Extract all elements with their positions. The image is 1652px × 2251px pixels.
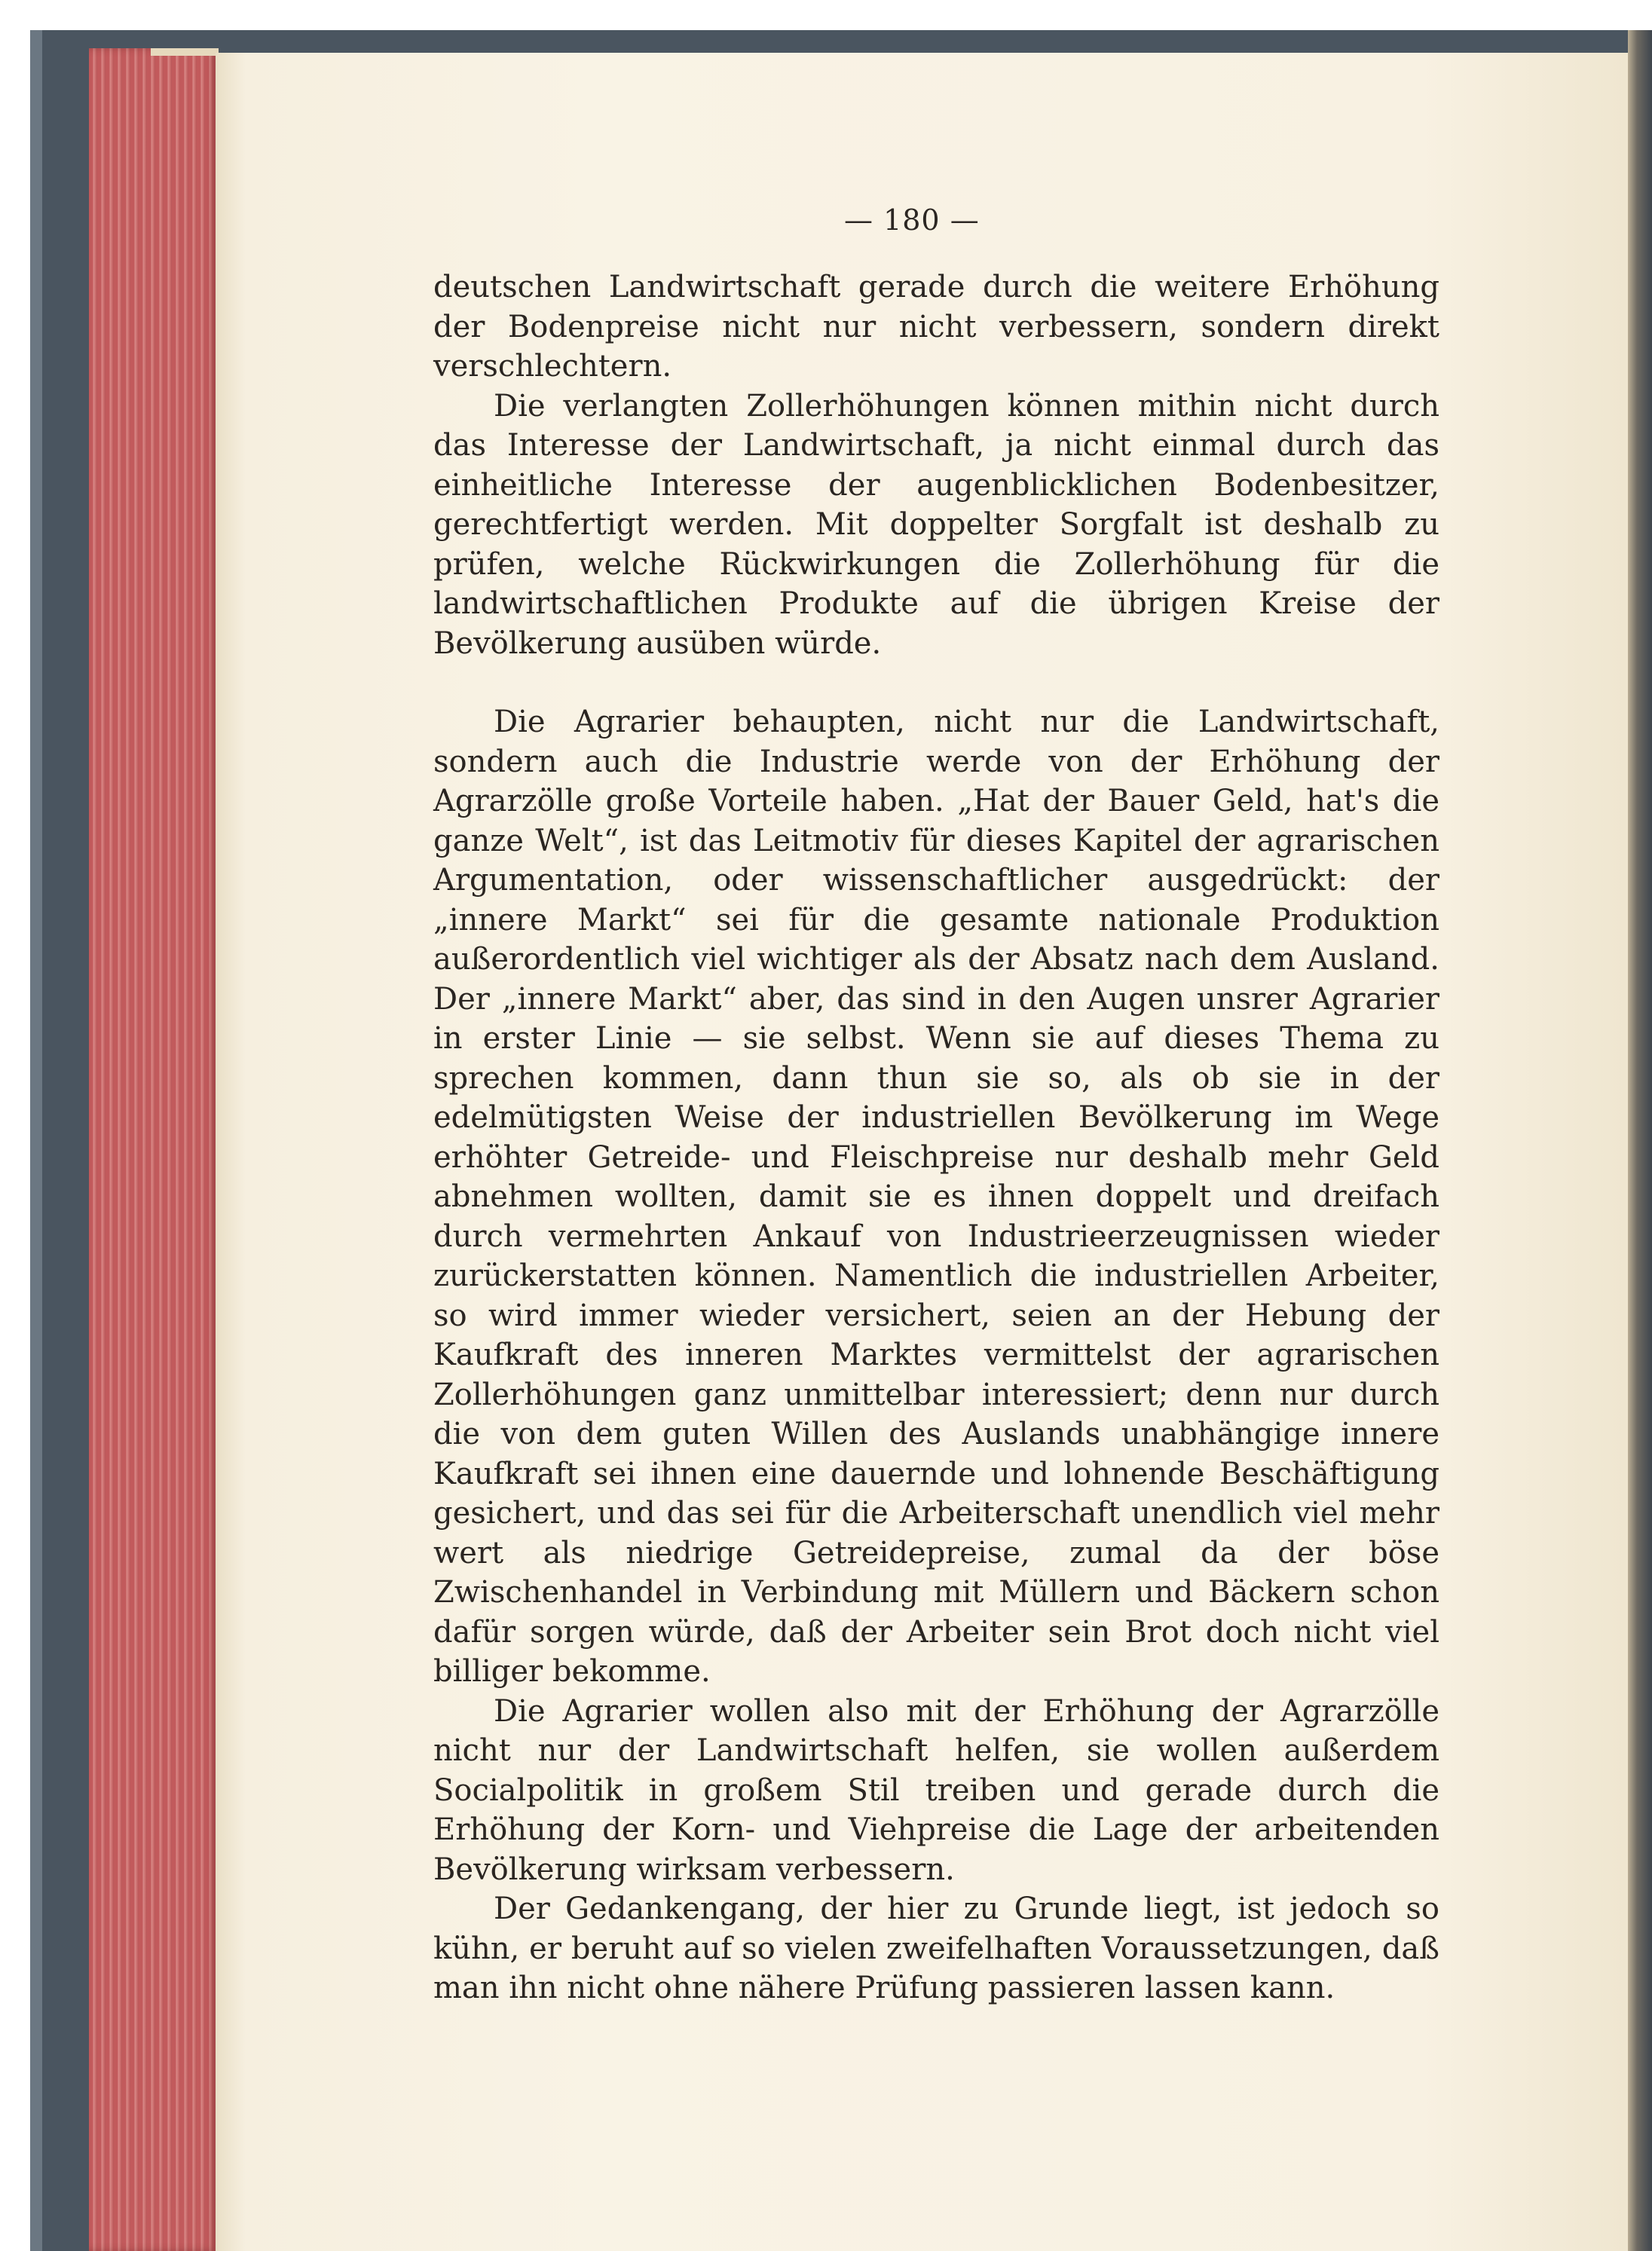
paragraph-4: Die Agrarier wollen also mit der Erhöhung der Agrarzölle nicht nur der Landwirtschaft helfen, sie wollen außerdem Socialpolitik in großem Stil treiben und gerade durch die Erhöhung der Korn- und Viehpreise die Lage der arbeitenden Bevölkerung wirksam verbessern. <box>433 1693 1439 1887</box>
paragraph-3: Die Agrarier behaupten, nicht nur die Landwirtschaft, sondern auch die Industrie werde von der Erhöhung der Agrarzölle große Vorteile haben. „Hat der Bauer Geld, hat's die ganze Welt“, ist das Leitmotiv für dieses Kapitel der agrarischen Argumentation, oder wissenschaftlicher ausgedrückt: der „innere Markt“ sei für die gesamte nationale Produktion außerordentlich viel wichtiger als der Absatz nach dem Ausland. Der „innere Markt“ aber, das sind in den Augen unsrer Agrarier in erster Linie — sie selbst. Wenn sie auf dieses Thema zu sprechen kommen, dann thun sie so, als ob sie in der edelmütigsten Weise der industriellen Bevölkerung im Wege erhöhter Getreide- und Fleischpreise nur deshalb mehr Geld abnehmen wollten, damit sie es ihnen doppelt und dreifach durch vermehrten Ankauf von Industrieerzeugnissen wieder zurückerstatten können. Namentlich die industriellen Arbeiter, so wird immer wieder versichert, seien an der Hebung der Kaufkraft des inneren Marktes vermittelst der agrarischen Zollerhöhungen ganz unmittelbar interessiert; denn nur durch die von dem guten Willen des Auslands unabhängige innere Kaufkraft sei ihnen eine dauernde und lohnende Beschäftigung gesichert, und das sei für die Arbeiterschaft unendlich viel mehr wert als niedrige Getreidepreise, zumal da der böse Zwischenhandel in Verbindung mit Müllern und Bäckern schon dafür sorgen würde, daß der Arbeiter sein Brot doch nicht viel billiger bekomme. <box>433 705 1439 1689</box>
book-gutter <box>1628 30 1652 2251</box>
page-edges <box>89 48 219 2251</box>
page-number-header: — 180 — <box>844 203 980 237</box>
paragraph-1: deutschen Landwirtschaft gerade durch die weitere Erhöhung der Bodenpreise nicht nur nicht verbessern, sondern direkt verschlechtern. <box>433 270 1439 384</box>
page-edges-top <box>151 48 219 56</box>
page-body <box>433 268 1439 2008</box>
book-cover-edge <box>30 30 42 2251</box>
paragraph-5: Der Gedankengang, der hier zu Grunde liegt, ist jedoch so kühn, er beruht auf so vielen zweifelhaften Voraussetzungen, daß man ihn nicht ohne nähere Prüfung passieren lassen kann. <box>433 1892 1439 2005</box>
paragraph-2: Die verlangten Zollerhöhungen können mithin nicht durch das Interesse der Landwirtschaft, ja nicht einmal durch das einheitliche Interesse der augenblicklichen Bodenbesitzer, gerechtfertigt werden. Mit doppelter Sorgfalt ist deshalb zu prüfen, welche Rückwirkungen die Zollerhöhung für die landwirtschaftlichen Produkte auf die übrigen Kreise der Bevölkerung ausüben würde. <box>433 388 1439 661</box>
